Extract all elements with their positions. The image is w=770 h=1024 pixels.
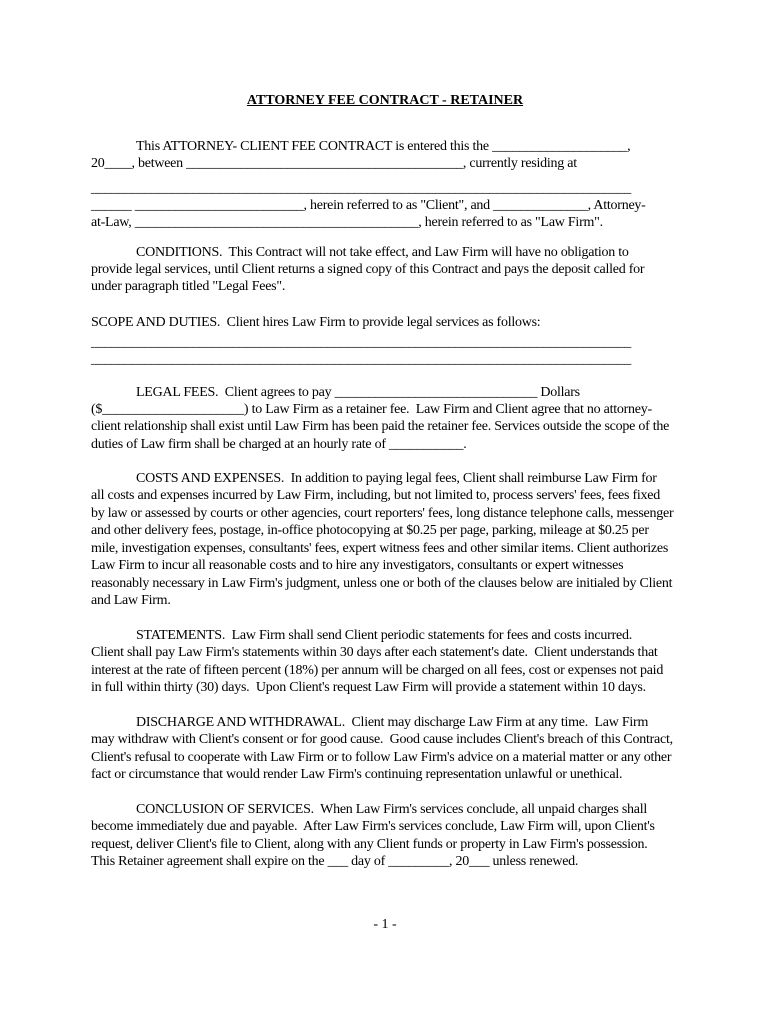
discharge-line-4: fact or circumstance that would render Law Firm's continuing representation unlawful or unethical.	[91, 767, 623, 782]
discharge-line-2: may withdraw with Client's consent or for good cause. Good cause includes Client's breach of this Contract,	[91, 732, 673, 747]
discharge-line-1: DISCHARGE AND WITHDRAWAL. Client may discharge Law Firm at any time. Law Firm	[136, 715, 649, 730]
scope-blank-1: ________________________________________________________________________________	[91, 335, 631, 350]
statements-line-4: in full within thirty (30) days. Upon Client's request Law Firm will provide a statement within 10 days.	[91, 680, 646, 695]
statements-line-1: STATEMENTS. Law Firm shall send Client periodic statements for fees and costs incurred.	[136, 628, 632, 643]
costs-line-6: Law Firm to incur all reasonable costs and to hire any investigators, consultants or expert witnesses	[91, 558, 624, 573]
conclusion-line-3: request, deliver Client's file to Client, along with any Client funds or property in Law Firm's possession.	[91, 837, 648, 852]
costs-line-5: mile, investigation expenses, consultants' fees, expert witness fees and other similar items. Client authorizes	[91, 541, 669, 556]
costs-line-8: and Law Firm.	[91, 593, 171, 608]
conclusion-line-4: This Retainer agreement shall expire on the ___ day of _________, 20___ unless renewed.	[91, 854, 579, 869]
intro-line-2: 20____, between _________________________________________, currently residing at	[91, 156, 577, 171]
statements-line-3: interest at the rate of fifteen percent (18%) per annum will be charged on all fees, cost or expenses not paid	[91, 663, 664, 678]
intro-line-5: at-Law, __________________________________________, herein referred to as "Law Firm".	[91, 215, 603, 230]
legal-fees-line-2: ($_____________________) to Law Firm as a retainer fee. Law Firm and Client agree that no attorney-	[91, 402, 652, 417]
legal-fees-line-3: client relationship shall exist until Law Firm has been paid the retainer fee. Services outside the scope of the	[91, 419, 670, 434]
scope-blank-2: ________________________________________________________________________________	[91, 352, 631, 367]
document-title: ATTORNEY FEE CONTRACT - RETAINER	[246, 93, 524, 108]
costs-line-4: and other delivery fees, postage, in-office photocopying at $0.25 per page, parking, mileage at $0.25 per	[91, 523, 649, 538]
conditions-line-2: provide legal services, until Client returns a signed copy of this Contract and pays the deposit called for	[91, 262, 645, 277]
costs-line-3: by law or assessed by courts or other agencies, court reporters' fees, long distance telephone calls, messenger	[91, 506, 674, 521]
costs-line-7: reasonably necessary in Law Firm's judgment, unless one or both of the clauses below are initialed by Client	[91, 576, 673, 591]
intro-line-4: ______ _________________________, herein referred to as "Client", and ______________, Attorney-	[91, 198, 646, 213]
legal-fees-line-4: duties of Law firm shall be charged at an hourly rate of ___________.	[91, 437, 467, 452]
intro-line-1: This ATTORNEY- CLIENT FEE CONTRACT is entered this the ____________________,	[136, 139, 631, 154]
statements-line-2: Client shall pay Law Firm's statements within 30 days after each statement's date. Client understands that	[91, 645, 658, 660]
costs-line-2: all costs and expenses incurred by Law Firm, including, but not limited to, process servers' fees, fees fixed	[91, 488, 660, 503]
costs-line-1: COSTS AND EXPENSES. In addition to paying legal fees, Client shall reimburse Law Firm for	[136, 471, 657, 486]
conditions-line-3: under paragraph titled "Legal Fees".	[91, 279, 286, 294]
discharge-line-3: Client's refusal to cooperate with Law Firm or to follow Law Firm's advice on a material matter or any other	[91, 750, 672, 765]
intro-line-3: ________________________________________________________________________________	[91, 181, 631, 196]
conditions-line-1: CONDITIONS. This Contract will not take effect, and Law Firm will have no obligation to	[136, 245, 629, 260]
page-number: - 1 -	[373, 917, 397, 932]
legal-fees-line-1: LEGAL FEES. Client agrees to pay ______________________________ Dollars	[136, 385, 580, 400]
scope-line-1: SCOPE AND DUTIES. Client hires Law Firm to provide legal services as follows:	[91, 315, 541, 330]
conclusion-line-2: become immediately due and payable. After Law Firm's services conclude, Law Firm will, upon Client's	[91, 819, 655, 834]
conclusion-line-1: CONCLUSION OF SERVICES. When Law Firm's services conclude, all unpaid charges shall	[136, 802, 648, 817]
